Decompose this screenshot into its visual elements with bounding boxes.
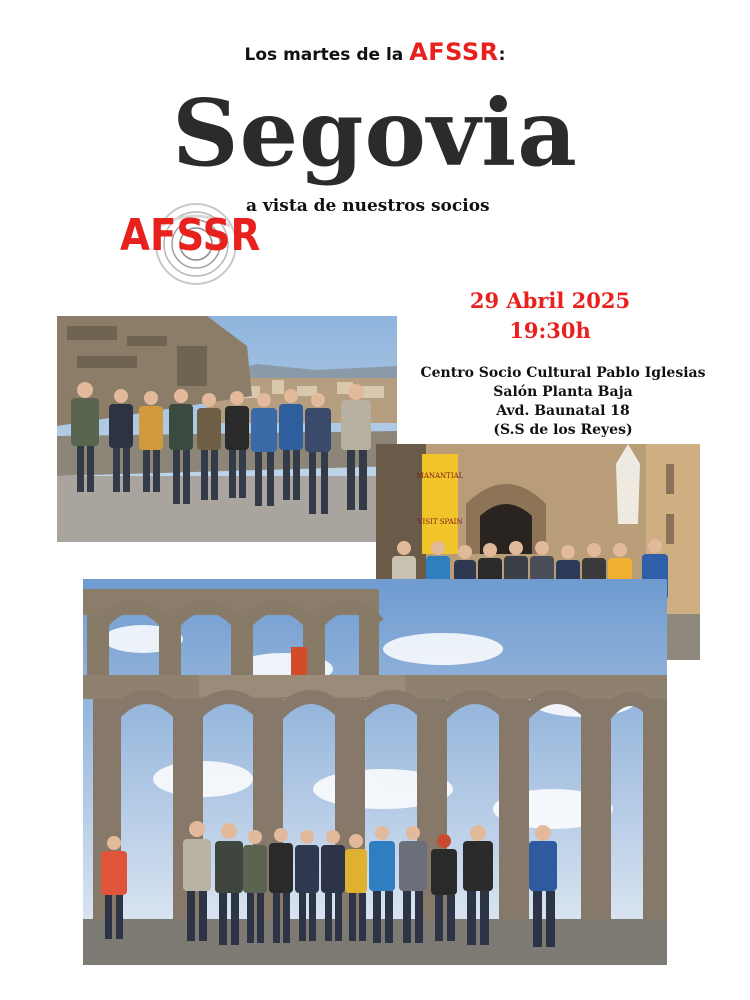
event-date: 29 Abril 2025 [469, 288, 631, 313]
venue-line: Centro Socio Cultural Pablo Iglesias [420, 365, 706, 381]
page-subtitle: a vista de nuestros socios [246, 196, 490, 216]
event-venue [398, 364, 728, 440]
header-kicker [0, 38, 750, 66]
banner-bottom-text: VISIT SPAIN [417, 518, 463, 526]
page-title: Segovia [172, 79, 578, 187]
kicker-brand: AFSSR [409, 38, 499, 66]
venue-line: Avd. Baunatal 18 [496, 403, 630, 419]
event-time: 19:30h [509, 318, 591, 343]
banner-top-text: MANANTIAL [416, 472, 464, 480]
afssr-logo [118, 196, 261, 286]
venue-line: Salón Planta Baja [493, 384, 633, 400]
group-photo-viewpoint [57, 316, 397, 542]
group-photo-aqueduct [83, 579, 667, 965]
kicker-text: Los martes de la [244, 45, 404, 65]
kicker-suffix: : [498, 45, 506, 65]
logo-text: AFSSR [120, 210, 261, 261]
venue-line: (S.S de los Reyes) [493, 422, 633, 438]
